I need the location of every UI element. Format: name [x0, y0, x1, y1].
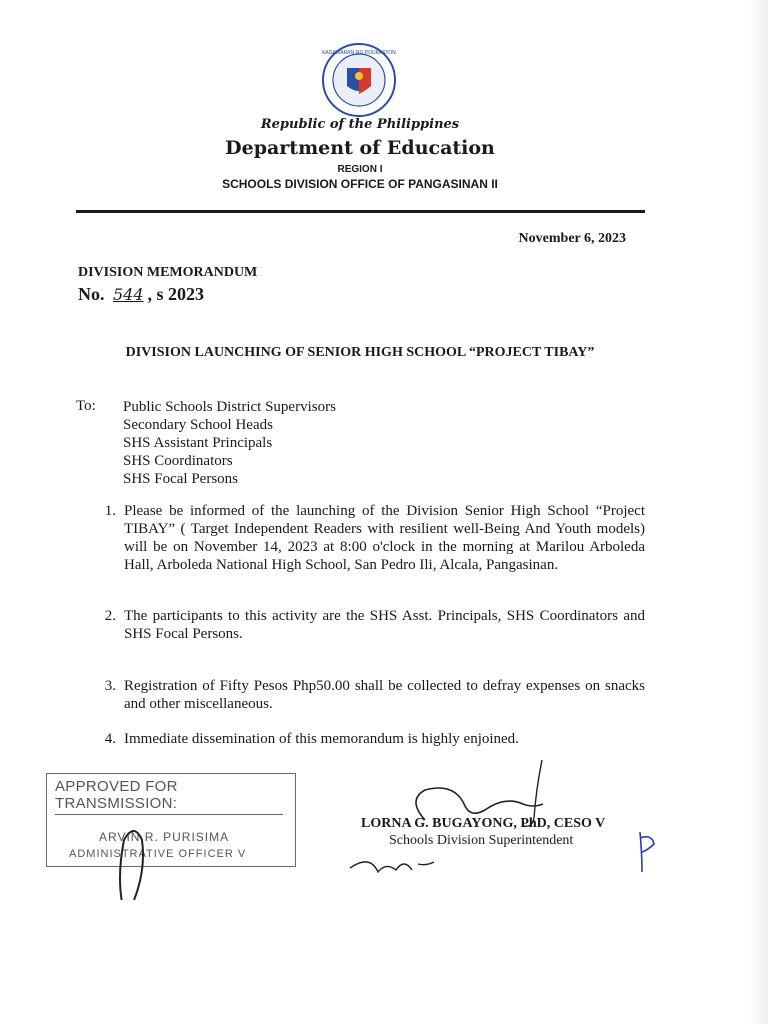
paragraph-number: 1. — [104, 503, 116, 519]
body-paragraph-2 — [96, 607, 645, 643]
header-office: SCHOOLS DIVISION OFFICE OF PANGASINAN II — [222, 177, 498, 191]
paragraph-number: 2. — [104, 608, 116, 624]
memo-label: DIVISION MEMORANDUM — [78, 265, 258, 280]
recipient-item: SHS Assistant Principals — [123, 435, 273, 451]
signatory-title: Schools Division Superintendent — [389, 833, 574, 848]
stamp-title: APPROVED FOR TRANSMISSION: — [55, 778, 283, 815]
body-paragraph-1 — [96, 502, 645, 574]
paragraph-number: 4. — [104, 731, 116, 747]
deped-seal-icon — [321, 42, 397, 118]
recipient-item: Public Schools District Supervisors — [123, 399, 336, 415]
header-region: REGION I — [337, 164, 383, 175]
header-republic: Republic of the Philippines — [260, 117, 460, 132]
stamp-position: ADMINISTRATIVE OFFICER V — [69, 848, 247, 860]
paragraph-text: Immediate dissemination of this memorandum is highly enjoined. — [124, 731, 519, 747]
body-paragraph-4 — [96, 730, 645, 748]
memo-number — [78, 284, 204, 305]
memo-subject: DIVISION LAUNCHING OF SENIOR HIGH SCHOOL “PROJECT TIBAY” — [125, 345, 595, 360]
body-paragraph-3 — [96, 677, 645, 713]
paragraph-text: Registration of Fifty Pesos Php50.00 shall be collected to defray expenses on snacks and other miscellaneous. — [124, 678, 645, 712]
recipients-label: To: — [76, 398, 96, 414]
page-edge-shadow — [750, 0, 768, 1024]
recipient-item: SHS Focal Persons — [123, 471, 239, 487]
recipient-item: SHS Coordinators — [123, 453, 233, 469]
memo-date: November 6, 2023 — [518, 231, 626, 246]
recipients-list — [123, 398, 336, 488]
memo-number-suffix: , s 2023 — [147, 284, 205, 304]
header-department: Department of Education — [225, 137, 495, 159]
memo-number-prefix: No. — [78, 284, 105, 304]
signatory-name: LORNA G. BUGAYONG, PhD, CESO V — [361, 816, 606, 831]
paragraph-text: The participants to this activity are the SHS Asst. Principals, SHS Coordinators and SHS Focal Persons. — [124, 608, 645, 642]
paragraph-number: 3. — [104, 678, 116, 694]
recipient-item: Secondary School Heads — [123, 417, 273, 433]
memo-number-handwritten: 544 — [113, 285, 144, 304]
header-divider — [76, 210, 645, 213]
svg-text:KAGAWARAN NG EDUKASYON: KAGAWARAN NG EDUKASYON — [322, 50, 396, 56]
paragraph-text: Please be informed of the launching of the Division Senior High School “Project TIBAY” ( Target Independent Readers with resilient well-Being And Youth models) will be on November 14, 2023 at 8:00 o'clock in the morning at Marilou Arboleda Hall, Arboleda National High School, San Pedro Ili, Alcala, Pangasinan. — [124, 503, 645, 573]
stamp-name: ARVIN R. PURISIMA — [99, 830, 230, 844]
